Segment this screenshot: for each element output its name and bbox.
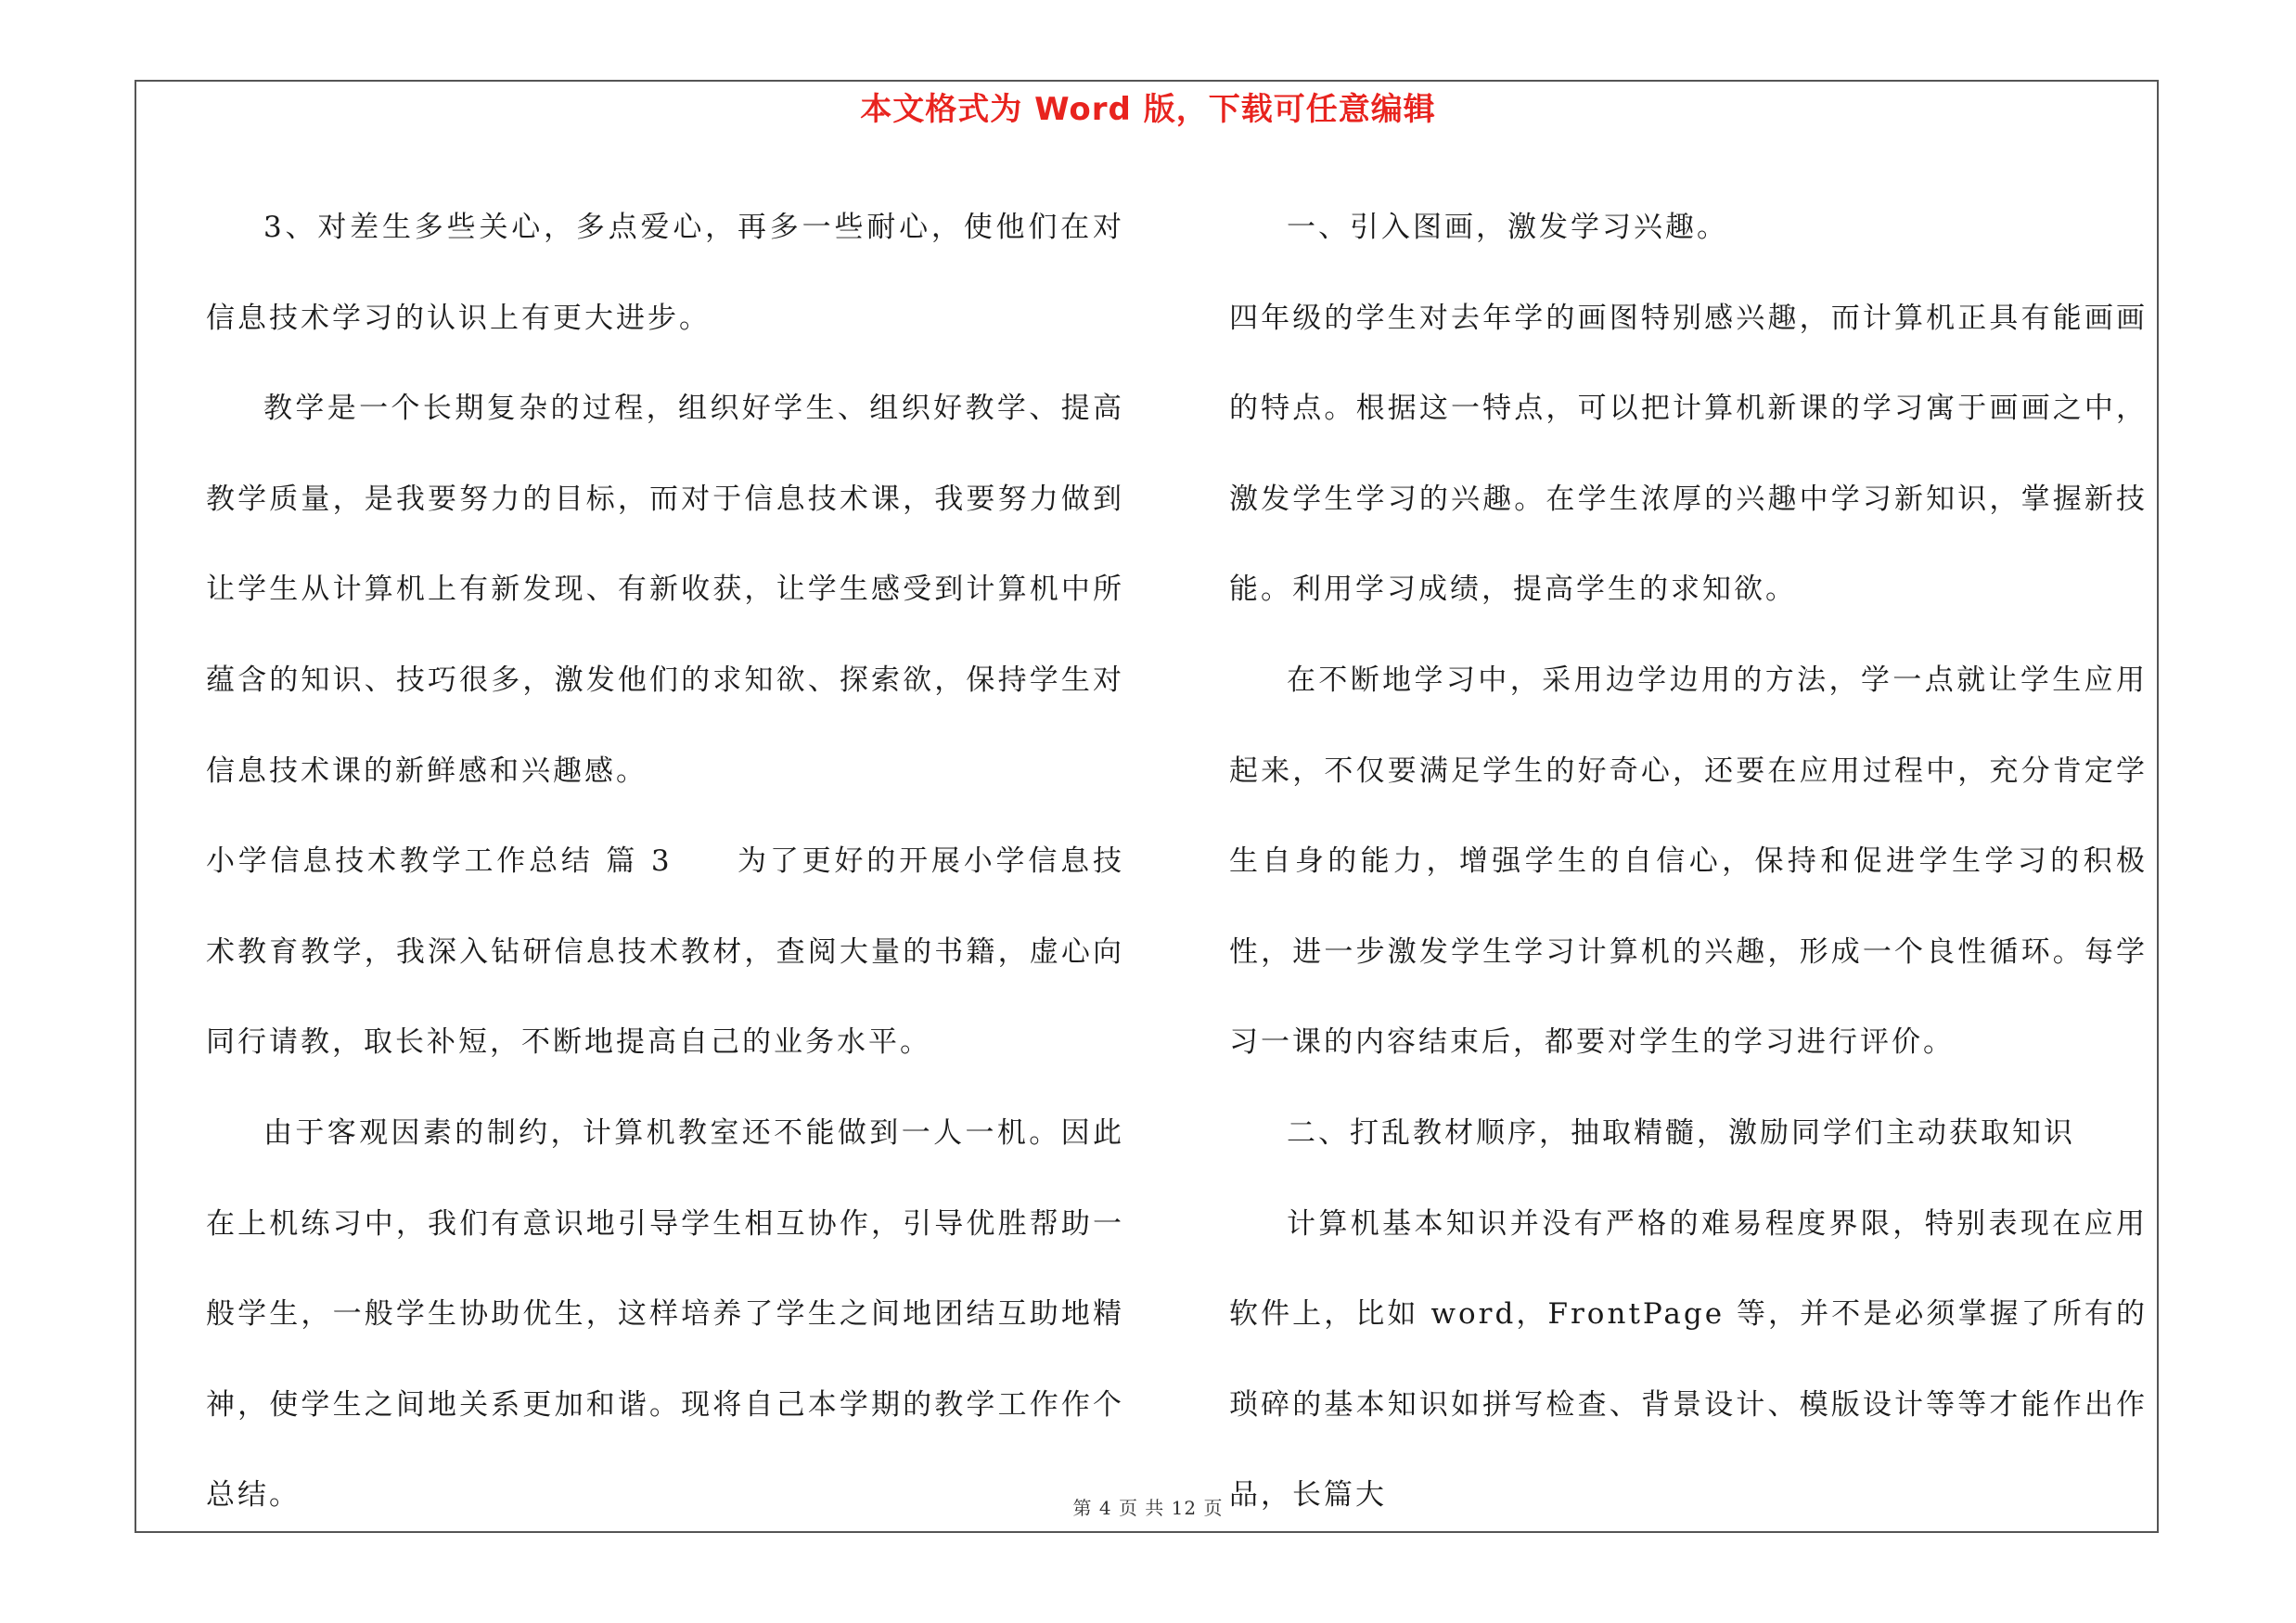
page-number-footer: 第 4 页 共 12 页 (1072, 1497, 1224, 1519)
paragraph: 由于客观因素的制约，计算机教室还不能做到一人一机。因此在上机练习中，我们有意识地引导学生相互协作，引导优胜帮助一般学生，一般学生协助优生，这样培养了学生之间地团结互助地精神，使学生之间地关系更加和谐。现将自己本学期的教学工作作个总结。 (206, 1115, 1124, 1513)
subheading: 一、引入图画，激发学习兴趣。 (1287, 211, 1728, 244)
subheading: 二、打乱教材顺序，抽取精髓，激励同学们主动获取知识 (1287, 1115, 2075, 1150)
paragraph: 3、对差生多些关心，多点爱心，再多一些耐心，使他们在对信息技术学习的认识上有更大进步。 (206, 211, 1124, 335)
paragraph: 教学是一个长期复杂的过程，组织好学生、组织好教学、提高教学质量，是我要努力的目标，而对于信息技术课，我要努力做到让学生从计算机上有新发现、有新收获，让学生感受到计算机中所蕴含的知识、技巧很多，激发他们的求知欲、探索欲，保持学生对信息技术课的新鲜感和兴趣感。 (206, 392, 1124, 788)
paragraph: 计算机基本知识并没有严格的难易程度界限，特别表现在应用软件上，比如 word，FrontPage 等，并不是必须掌握了所有的琐碎的基本知识如拼写检查、背景设计、模版设计等等才能作出作品，长篇大 (1229, 1206, 2148, 1513)
right-column (1229, 183, 2148, 1541)
format-banner: 本文格式为 Word 版，下载可任意编辑 (860, 91, 1436, 128)
paragraph: 四年级的学生对去年学的画图特别感兴趣，而计算机正具有能画画的特点。根据这一特点，可以把计算机新课的学习寓于画画之中，激发学生学习的兴趣。在学生浓厚的兴趣中学习新知识，掌握新技能。利用学习成绩，提高学生的求知欲。 (1229, 301, 2148, 607)
left-column (206, 183, 1124, 1541)
paragraph: 在不断地学习中，采用边学边用的方法，学一点就让学生应用起来，不仅要满足学生的好奇心，还要在应用过程中，充分肯定学生自身的能力，增强学生的自信心，保持和促进学生学习的积极性，进一步激发学生学习计算机的兴趣，形成一个良性循环。每学习一课的内容结束后，都要对学生的学习进行评价。 (1229, 663, 2148, 1060)
section-heading-paragraph: 小学信息技术教学工作总结 篇 3 为了更好的开展小学信息技术教育教学，我深入钻研信息技术教材，查阅大量的书籍，虚心向同行请教，取长补短，不断地提高自己的业务水平。 (206, 844, 1124, 1060)
